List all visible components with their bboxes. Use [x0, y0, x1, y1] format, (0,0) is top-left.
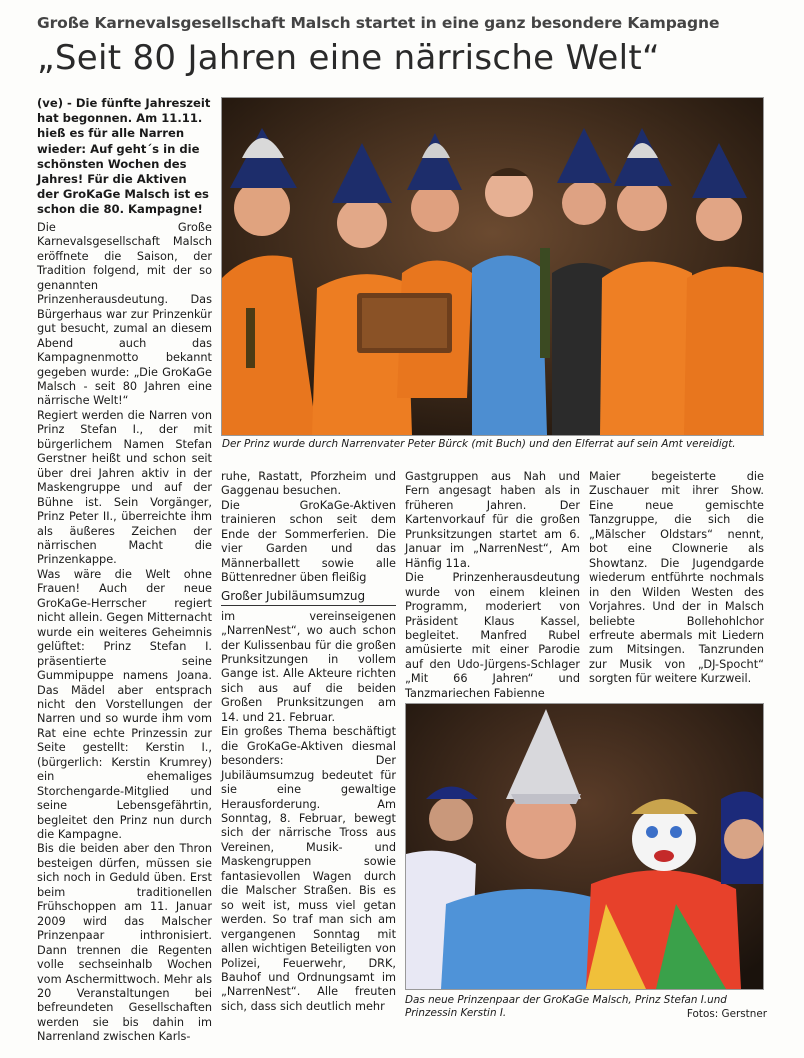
photo-elferrat-caption: Der Prinz wurde durch Narrenvater Peter Bürck (mit Buch) und den Elferrat auf sein Amt vereidigt.	[222, 438, 736, 450]
subhead: Großer Jubiläumsumzug	[221, 589, 396, 606]
column-1	[37, 221, 212, 1044]
column-3	[405, 470, 580, 700]
col2-paragraph: im vereinseigenen „NarrenNest“, wo auch schon der Kulissenbau für die großen Prunksitzungen in vollem Gange ist. Alle Akteure richten sich aus auf die beiden Großen Prunksitzungen am 14. und 21. Februar.	[221, 609, 396, 724]
lead-text: (ve) - Die fünfte Jahreszeit hat begonnen. Am 11.11. hieß es für alle Narren wieder: Auf geht´s in die schönsten Wochen des Jahres! Für die Aktiven der GroKaGe Malsch ist es schon die 80. Kampagne!	[37, 96, 211, 217]
photo-elferrat-image	[222, 98, 763, 435]
headline: „Seit 80 Jahren eine närrische Welt“	[37, 38, 660, 78]
col1-paragraph: Bis die beiden aber den Thron besteigen dürfen, müssen sie sich noch in Geduld üben. Erst beim traditionellen Frühschoppen am 11. Januar 2009 wird das Malscher Prinzenpaar inthronisiert. Dann trennen die Regenten volle sechseinhalb Wochen vom Aschermittwoch. Mehr als 20 Veranstaltungen bei befreundeten Gesellschaften werden sie bis dahin im Narrenland zwischen Karls-	[37, 842, 212, 1044]
col3-paragraph: Gastgruppen aus Nah und Fern angesagt haben als in früheren Jahren. Der Kartenvorkauf für die großen Prunksitzungen startet am 6. Januar im „NarrenNest“, Am Hänfig 11a.	[405, 470, 580, 570]
lead-paragraph	[37, 96, 212, 217]
col1-paragraph: Was wäre die Welt ohne Frauen! Auch der neue GroKaGe-Herrscher regiert nicht allein. Gegen Mitternacht wurde ein weiteres Geheimnis gelüftet: Prinz Stefan I. präsentierte seine Gummipuppe namens Joana. Das Mädel aber entsprach nicht den Vorstellungen der Narren und so wurde ihm vom Rat eine echte Prinzessin zur Seite gestellt: Kerstin I., (bürgerlich: Kerstin Krumrey) ein ehemaliges Storchengarde-Mitglied und seine Lebensgefährtin, begleitet den Prinz nun durch die Kampagne.	[37, 567, 212, 842]
photo-prinzenpaar-image	[406, 704, 763, 989]
column-4	[589, 470, 764, 692]
col1-paragraph: Die Große Karnevalsgesellschaft Malsch eröffnete die Saison, der Tradition folgend, mit der so genannten Prinzenherausdeutung. Das Bürgerhaus war zur Prinzenkür gut besucht, zumal an diesem Abend auch das Kampagnenmotto bekannt gegeben wurde: „Die GroKaGe Malsch - seit 80 Jahren eine närrische Welt!“	[37, 221, 212, 408]
photo-prinzenpaar	[405, 703, 764, 990]
col4-paragraph: Maier begeisterte die Zuschauer mit ihrer Show. Eine neue gemischte Tanzgruppe, die sich die „Mälscher Oldstars“ nennt, bot eine Clownerie als Showtanz. Die Jugendgarde wiederum entführte nochmals in den Wilden Westen des Vorjahres. Und der in Malsch beliebte Bollehohlchor erfreute abermals mit Liedern zum Mitsingen. Tanzrunden zur Musik von „DJ-Spocht“ sorgten für weitere Kurzweil.	[589, 470, 764, 686]
photo-elferrat	[221, 97, 764, 436]
col2-paragraph: Die GroKaGe-Aktiven trainieren schon seit dem Ende der Sommerferien. Die vier Garden und das Männerballett sowie alle Büttenredner üben fleißig	[221, 498, 396, 585]
kicker: Große Karnevalsgesellschaft Malsch startet in eine ganz besondere Kampagne	[37, 14, 720, 32]
photo-credit: Fotos: Gerstner	[686, 1008, 767, 1020]
col3-paragraph: Die Prinzenherausdeutung wurde von einem kleinen Programm, moderiert von Präsident Klaus Kassel, begleitet. Manfred Rubel amüsierte mit einer Parodie auf den Udo-Jürgens-Schlager „Mit 66 Jahren“ und Tanzmariechen Fabienne	[405, 571, 580, 700]
col2-paragraph: ruhe, Rastatt, Pforzheim und Gaggenau besuchen.	[221, 470, 396, 498]
col2-paragraph: Ein großes Thema beschäftigt die GroKaGe-Aktiven diesmal besonders: Der Jubiläumsumzug bedeutet für sie eine gewaltige Herausforderung. Am Sonntag, 8. Februar, bewegt sich der närrische Tross aus Vereinen, Musik- und Maskengruppen sowie fantasievollen Wagen durch die Malscher Straßen. Bis es so weit ist, muss viel getan werden. So traf man sich am vergangenen Sonntag mit allen wichtigen Beteiligten von Polizei, Feuerwehr, DRK, Bauhof und Ordnungsamt im „NarrenNest“. Alle freuten sich, dass sich deutlich mehr	[221, 725, 396, 1013]
photo-prinzenpaar-caption: Das neue Prinzenpaar der GroKaGe Malsch, Prinz Stefan I.und Prinzessin Kerstin I.	[405, 994, 727, 1019]
column-2	[221, 470, 396, 1030]
col1-paragraph: Regiert werden die Narren von Prinz Stefan I., der mit bürgerlichem Namen Stefan Gerstner heißt und schon seit über drei Jahren aktiv in der Maskengruppe und auf der Bühne ist. Sein Vorgänger, Prinz Peter II., überreichte ihm als äußeres Zeichen der närrischen Macht die Prinzenkappe.	[37, 408, 212, 567]
